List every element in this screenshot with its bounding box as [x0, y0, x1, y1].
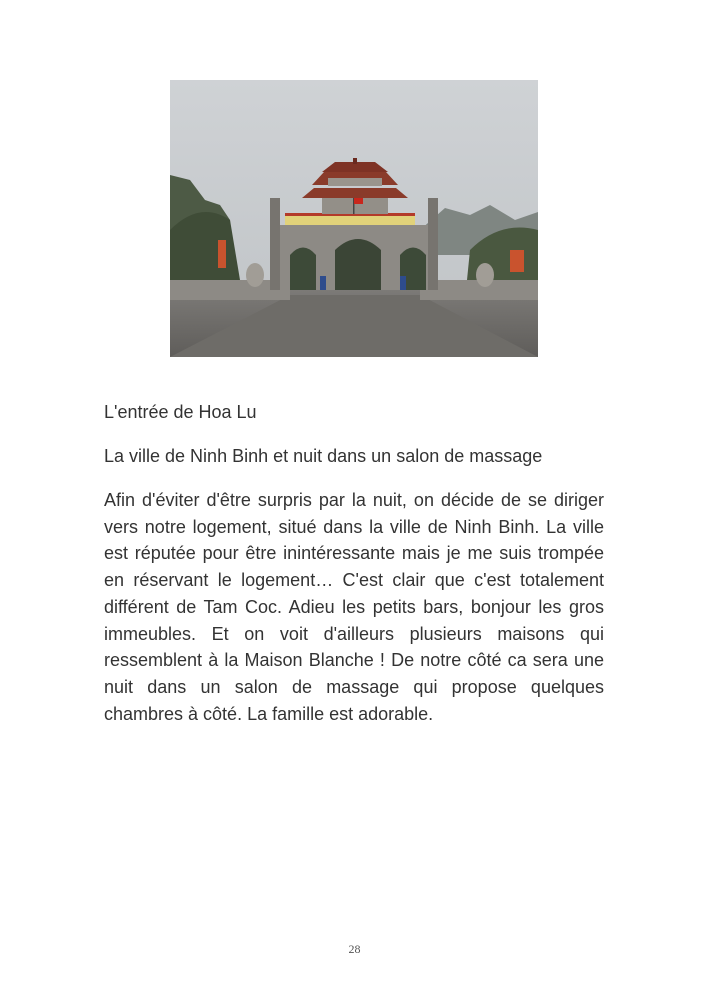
figure-caption: L'entrée de Hoa Lu [104, 402, 257, 422]
temple-gate-illustration [170, 80, 538, 357]
page-number: 28 [348, 942, 361, 956]
body-paragraph: Afin d'éviter d'être surpris par la nuit, on décide de se diriger vers notre logement, situé dans la ville de Ninh Binh. La ville est réputée pour être inintéressante mais je me suis trompée en réservant le logement… C'est clair que c'est totalement différent de Tam Coc. Adieu les petits bars, bonjour les gros immeubles. Et on voit d'ailleurs plusieurs maisons qui ressemblent à la Maison Blanche ! De notre côté ca sera une nuit dans un salon de massage qui propose quelques chambres à côté. La famille est adorable. [104, 490, 604, 724]
section-title: La ville de Ninh Binh et nuit dans un salon de massage [104, 446, 543, 466]
temple-gate-photo [170, 80, 538, 357]
